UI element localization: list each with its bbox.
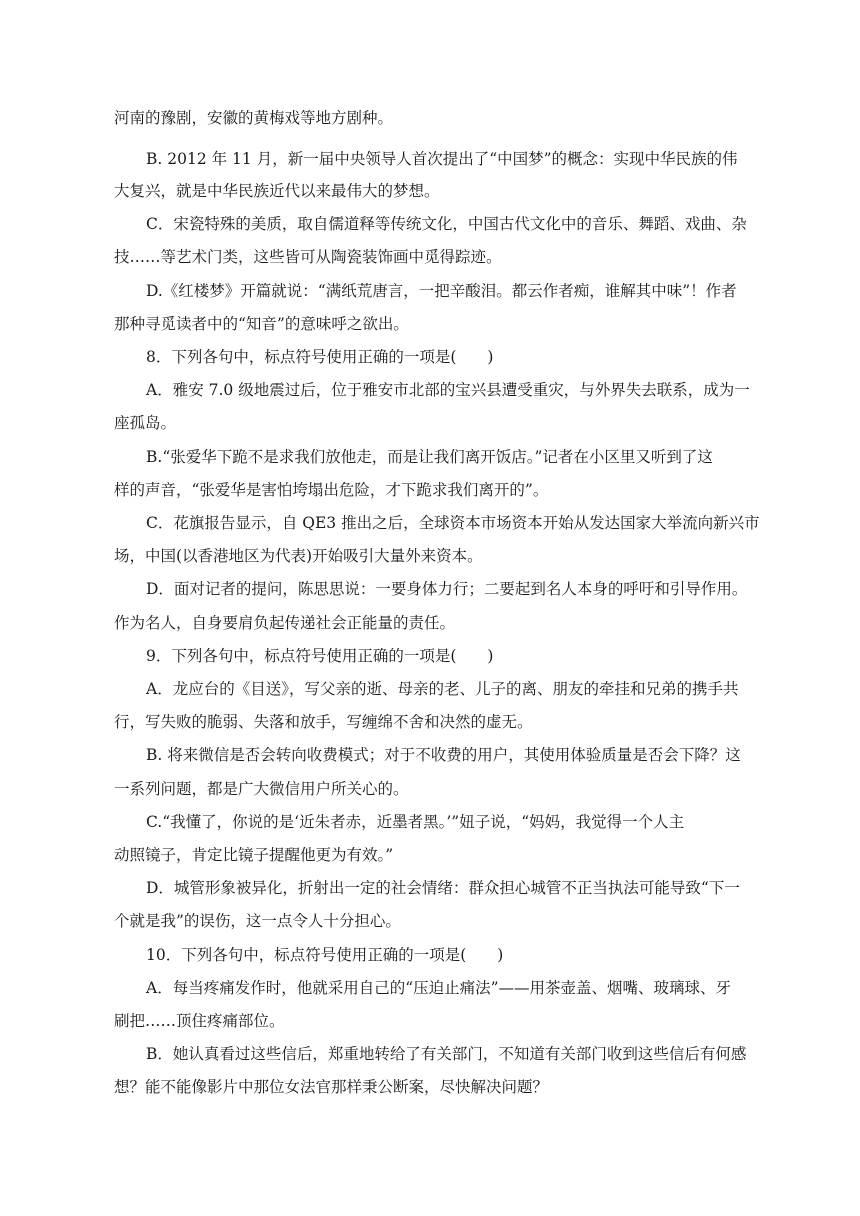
q8-option-b: B.“张爱华下跪不是求我们放他走，而是让我们离开饭店。”记者在小区里又听到了这 bbox=[146, 448, 713, 466]
text-line: 行，写失败的脆弱、失落和放手，写缠绵不舍和决然的虚无。 bbox=[114, 713, 533, 731]
text-line: 一系列问题，都是广大微信用户所关心的。 bbox=[114, 780, 409, 798]
text-line: 座孤岛。 bbox=[114, 414, 177, 432]
text-line: 河南的豫剧，安徽的黄梅戏等地方剧种。 bbox=[114, 109, 394, 127]
q10-option-a: A．每当疼痛发作时，他就采用自己的“压迫止痛法”——用茶壶盖、烟嘴、玻璃球、牙 bbox=[146, 979, 732, 997]
text-line: 技……等艺术门类，这些皆可从陶瓷装饰画中觅得踪迹。 bbox=[114, 248, 502, 266]
text-line: 个就是我”的误伤，这一点令人十分担心。 bbox=[114, 912, 401, 930]
q8-option-a: A．雅安 7.0 级地震过后，位于雅安市北部的宝兴县遭受重灾，与外界失去联系，成为一 bbox=[146, 381, 750, 399]
question-9: 9．下列各句中，标点符号使用正确的一项是( ) bbox=[146, 647, 494, 665]
question-8: 8．下列各句中，标点符号使用正确的一项是( ) bbox=[146, 348, 494, 366]
text-line: 作为名人，自身要肩负起传递社会正能量的责任。 bbox=[114, 614, 456, 632]
q9-option-b: B. 将来微信是否会转向收费模式；对于不收费的用户，其使用体验质量是否会下降？这 bbox=[146, 746, 741, 764]
text-line: 那种寻觅读者中的“知音”的意味呼之欲出。 bbox=[114, 315, 409, 333]
q9-option-a: A．龙应台的《目送》，写父亲的逝、母亲的老、儿子的离、朋友的牵挂和兄弟的携手共 bbox=[146, 680, 739, 698]
question-10: 10．下列各句中，标点符号使用正确的一项是( ) bbox=[146, 946, 504, 964]
option-d-line: D.《红楼梦》开篇就说：“满纸荒唐言，一把辛酸泪。都云作者痴，谁解其中味”！作者 bbox=[146, 282, 737, 300]
q8-option-d: D．面对记者的提问，陈思思说：一要身体力行；二要起到名人本身的呼吁和引导作用。 bbox=[146, 580, 748, 598]
q9-option-c: C.“我懂了，你说的是‘近朱者赤，近墨者黑。’”妞子说，“妈妈，我觉得一个人主 bbox=[146, 813, 685, 831]
q10-option-b: B．她认真看过这些信后，郑重地转给了有关部门，不知道有关部门收到这些信后有何感 bbox=[146, 1045, 747, 1063]
text-line: 大复兴，就是中华民族近代以来最伟大的梦想。 bbox=[114, 182, 440, 200]
option-b-line: B. 2012 年 11 月，新一届中央领导人首次提出了“中国梦”的概念：实现中华民族的伟 bbox=[146, 150, 738, 168]
text-line: 样的声音，“张爱华是害怕垮塌出危险，才下跪求我们离开的”。 bbox=[114, 481, 549, 499]
q8-option-c: C．花旗报告显示，自 QE3 推出之后，全球资本市场资本开始从发达国家大举流向新兴市 bbox=[146, 514, 760, 532]
option-c-line: C．宋瓷特殊的美质，取自儒道释等传统文化，中国古代文化中的音乐、舞蹈、戏曲、杂 bbox=[146, 215, 747, 233]
q9-option-d: D．城管形象被异化，折射出一定的社会情绪：群众担心城管不正当执法可能导致“下一 bbox=[146, 879, 740, 897]
text-line: 场，中国(以香港地区为代表)开始吸引大量外来资本。 bbox=[114, 547, 483, 565]
text-line: 刷把……顶住疼痛部位。 bbox=[114, 1012, 285, 1030]
text-line: 动照镜子，肯定比镜子提醒他更为有效。” bbox=[114, 846, 394, 864]
text-line: 想？能不能像影片中那位女法官那样秉公断案，尽快解决问题？ bbox=[114, 1078, 549, 1096]
